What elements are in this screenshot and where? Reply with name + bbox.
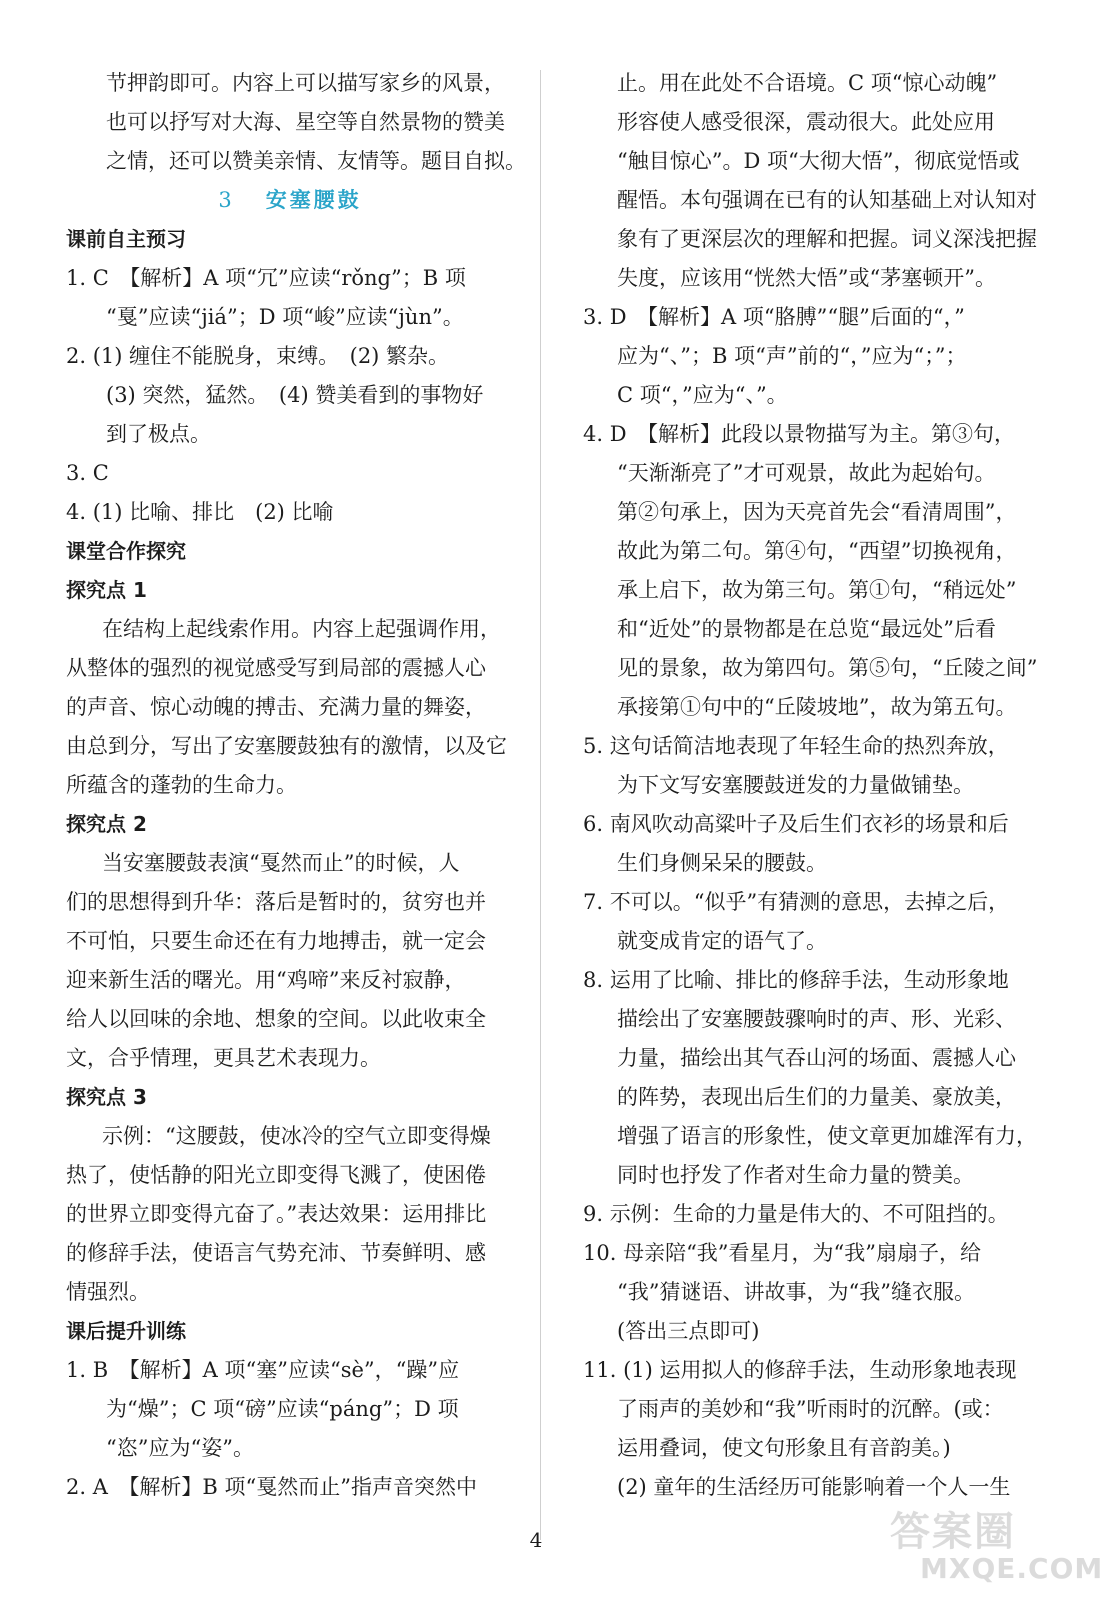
page-number: 4 [529, 1528, 543, 1552]
text-line: 故此为第二句。第④句，“西望”切换视角， [617, 539, 1017, 563]
text-line: 承接第①句中的“丘陵坡地”，故为第五句。 [617, 695, 1017, 719]
watermark-top-text: 答案圈 [890, 1509, 1016, 1555]
text-line: 运用叠词，使文句形象且有音韵美。) [617, 1436, 951, 1460]
section-title [66, 181, 514, 220]
watermark-logo [880, 1500, 1103, 1590]
text-line: 醒悟。本句强调在已有的认知基础上对认知对 [617, 188, 1037, 212]
text-line: “触目惊心”。D 项“大彻大悟”，彻底觉悟或 [617, 149, 1020, 173]
text-line: 从整体的强烈的视觉感受写到局部的震撼人心 [66, 656, 486, 680]
watermark-bottom-text: MXQE.COM [920, 1552, 1103, 1585]
text-line: 到了极点。 [106, 422, 211, 446]
text-line: 给人以回味的余地、想象的空间。以此收束全 [66, 1007, 486, 1031]
text-line: 就变成肯定的语气了。 [617, 929, 827, 953]
text-line: “戛”应读“jiá”；D 项“峻”应读“jùn”。 [106, 305, 464, 329]
text-line: 之情，还可以赞美亲情、友情等。题目自拟。 [106, 149, 526, 173]
text-line: 的声音、惊心动魄的搏击、充满力量的舞姿， [66, 695, 486, 719]
text-line: 在结构上起线索作用。内容上起强调作用， [102, 617, 501, 641]
text-line: 同时也抒发了作者对生命力量的赞美。 [617, 1163, 974, 1187]
text-line: 象有了更深层次的理解和把握。词义深浅把握 [617, 227, 1037, 251]
subsection-heading: 课后提升训练 [66, 1319, 186, 1343]
text-line: 第②句承上，因为天亮首先会“看清周围”， [617, 500, 1017, 524]
text-line: “天渐渐亮了”才可观景，故此为起始句。 [617, 461, 996, 485]
text-line: 也可以抒写对大海、星空等自然景物的赞美 [106, 110, 505, 134]
answer-line: 9. 示例：生命的力量是伟大的、不可阻挡的。 [583, 1202, 1009, 1226]
text-line: 示例：“这腰鼓，使冰冷的空气立即变得燥 [102, 1124, 491, 1148]
point-heading: 探究点 2 [66, 812, 147, 836]
text-line: 为下文写安塞腰鼓迸发的力量做铺垫。 [617, 773, 974, 797]
answer-line: 7. 不可以。“似乎”有猜测的意思，去掉之后， [583, 890, 1010, 914]
answer-line: 2. A 【解析】B 项“戛然而止”指声音突然中 [66, 1475, 477, 1499]
answer-line: 2. (1) 缠住不能脱身，束缚。 (2) 繁杂。 [66, 344, 450, 368]
text-line: 见的景象，故为第四句。第⑤句，“丘陵之间” [617, 656, 1038, 680]
answer-line: 11. (1) 运用拟人的修辞手法，生动形象地表现 [583, 1358, 1017, 1382]
text-line: 们的思想得到升华：落后是暂时的，贫穷也并 [66, 890, 486, 914]
text-line: 止。用在此处不合语境。C 项“惊心动魄” [617, 71, 998, 95]
answer-line: 1. C 【解析】A 项“冗”应读“rǒng”；B 项 [66, 266, 466, 290]
right-column [583, 64, 1038, 1507]
text-line: 的阵势，表现出后生们的力量美、豪放美， [617, 1085, 1016, 1109]
section-number: 3 [218, 188, 232, 212]
text-line: 热了，使恬静的阳光立即变得飞溅了，使困倦 [66, 1163, 486, 1187]
answer-line: 8. 运用了比喻、排比的修辞手法，生动形象地 [583, 968, 1009, 992]
text-line: 承上启下，故为第三句。第①句，“稍远处” [617, 578, 1017, 602]
text-line: (答出三点即可) [617, 1319, 760, 1343]
text-line: 文，合乎情理，更具艺术表现力。 [66, 1046, 381, 1070]
point-heading: 探究点 1 [66, 578, 147, 602]
text-line: 当安塞腰鼓表演“戛然而止”的时候，人 [102, 851, 460, 875]
text-line: 节押韵即可。内容上可以描写家乡的风景， [106, 71, 505, 95]
text-line: 的修辞手法，使语言气势充沛、节奏鲜明、感 [66, 1241, 486, 1265]
column-divider [540, 70, 541, 1540]
answer-line: 3. D 【解析】A 项“胳膊”“腿”后面的“，” [583, 305, 965, 329]
answer-line: 6. 南风吹动高粱叶子及后生们衣衫的场景和后 [583, 812, 1009, 836]
text-line: (3) 突然，猛然。 (4) 赞美看到的事物好 [106, 383, 484, 407]
text-line: 形容使人感受很深，震动很大。此处应用 [617, 110, 995, 134]
subsection-heading: 课前自主预习 [66, 227, 186, 251]
text-line: “我”猜谜语、讲故事，为“我”缝衣服。 [617, 1280, 975, 1304]
answer-line: 3. C [66, 461, 109, 485]
text-line: 所蕴含的蓬勃的生命力。 [66, 773, 297, 797]
text-line: 不可怕，只要生命还在有力地搏击，就一定会 [66, 929, 486, 953]
text-line: 迎来新生活的曙光。用“鸡啼”来反衬寂静， [66, 968, 466, 992]
text-line: 的世界立即变得亢奋了。”表达效果：运用排比 [66, 1202, 487, 1226]
text-line: “恣”应为“姿”。 [106, 1436, 254, 1460]
text-line: 力量，描绘出其气吞山河的场面、震撼人心 [617, 1046, 1016, 1070]
text-line: (2) 童年的生活经历可能影响着一个人一生 [617, 1475, 1011, 1499]
text-line: 了雨声的美妙和“我”听雨时的沉醉。(或： [617, 1397, 1004, 1421]
text-line: 增强了语言的形象性，使文章更加雄浑有力， [617, 1124, 1037, 1148]
text-line: 和“近处”的景物都是在总览“最远处”后看 [617, 617, 996, 641]
answer-line: 1. B 【解析】A 项“塞”应读“sè”，“躁”应 [66, 1358, 460, 1382]
text-line: C 项“，”应为“、”。 [617, 383, 788, 407]
subsection-heading: 课堂合作探究 [66, 539, 186, 563]
answer-line: 10. 母亲陪“我”看星月，为“我”扇扇子，给 [583, 1241, 982, 1265]
answer-line: 4. (1) 比喻、排比 (2) 比喻 [66, 500, 334, 524]
text-line: 失度，应该用“恍然大悟”或“茅塞顿开”。 [617, 266, 996, 290]
text-line: 为“燥”；C 项“磅”应读“páng”；D 项 [106, 1397, 459, 1421]
text-line: 生们身侧呆呆的腰鼓。 [617, 851, 827, 875]
answer-line: 5. 这句话简洁地表现了年轻生命的热烈奔放， [583, 734, 1009, 758]
text-line: 情强烈。 [66, 1280, 150, 1304]
point-heading: 探究点 3 [66, 1085, 147, 1109]
section-title-text: 安塞腰鼓 [265, 188, 362, 212]
text-line: 应为“、”；B 项“声”前的“，”应为“；”； [617, 344, 967, 368]
left-column [66, 64, 526, 1507]
text-line: 描绘出了安塞腰鼓骤响时的声、形、光彩、 [617, 1007, 1016, 1031]
answer-line: 4. D 【解析】此段以景物描写为主。第③句， [583, 422, 1016, 446]
text-line: 由总到分，写出了安塞腰鼓独有的激情，以及它 [66, 734, 507, 758]
